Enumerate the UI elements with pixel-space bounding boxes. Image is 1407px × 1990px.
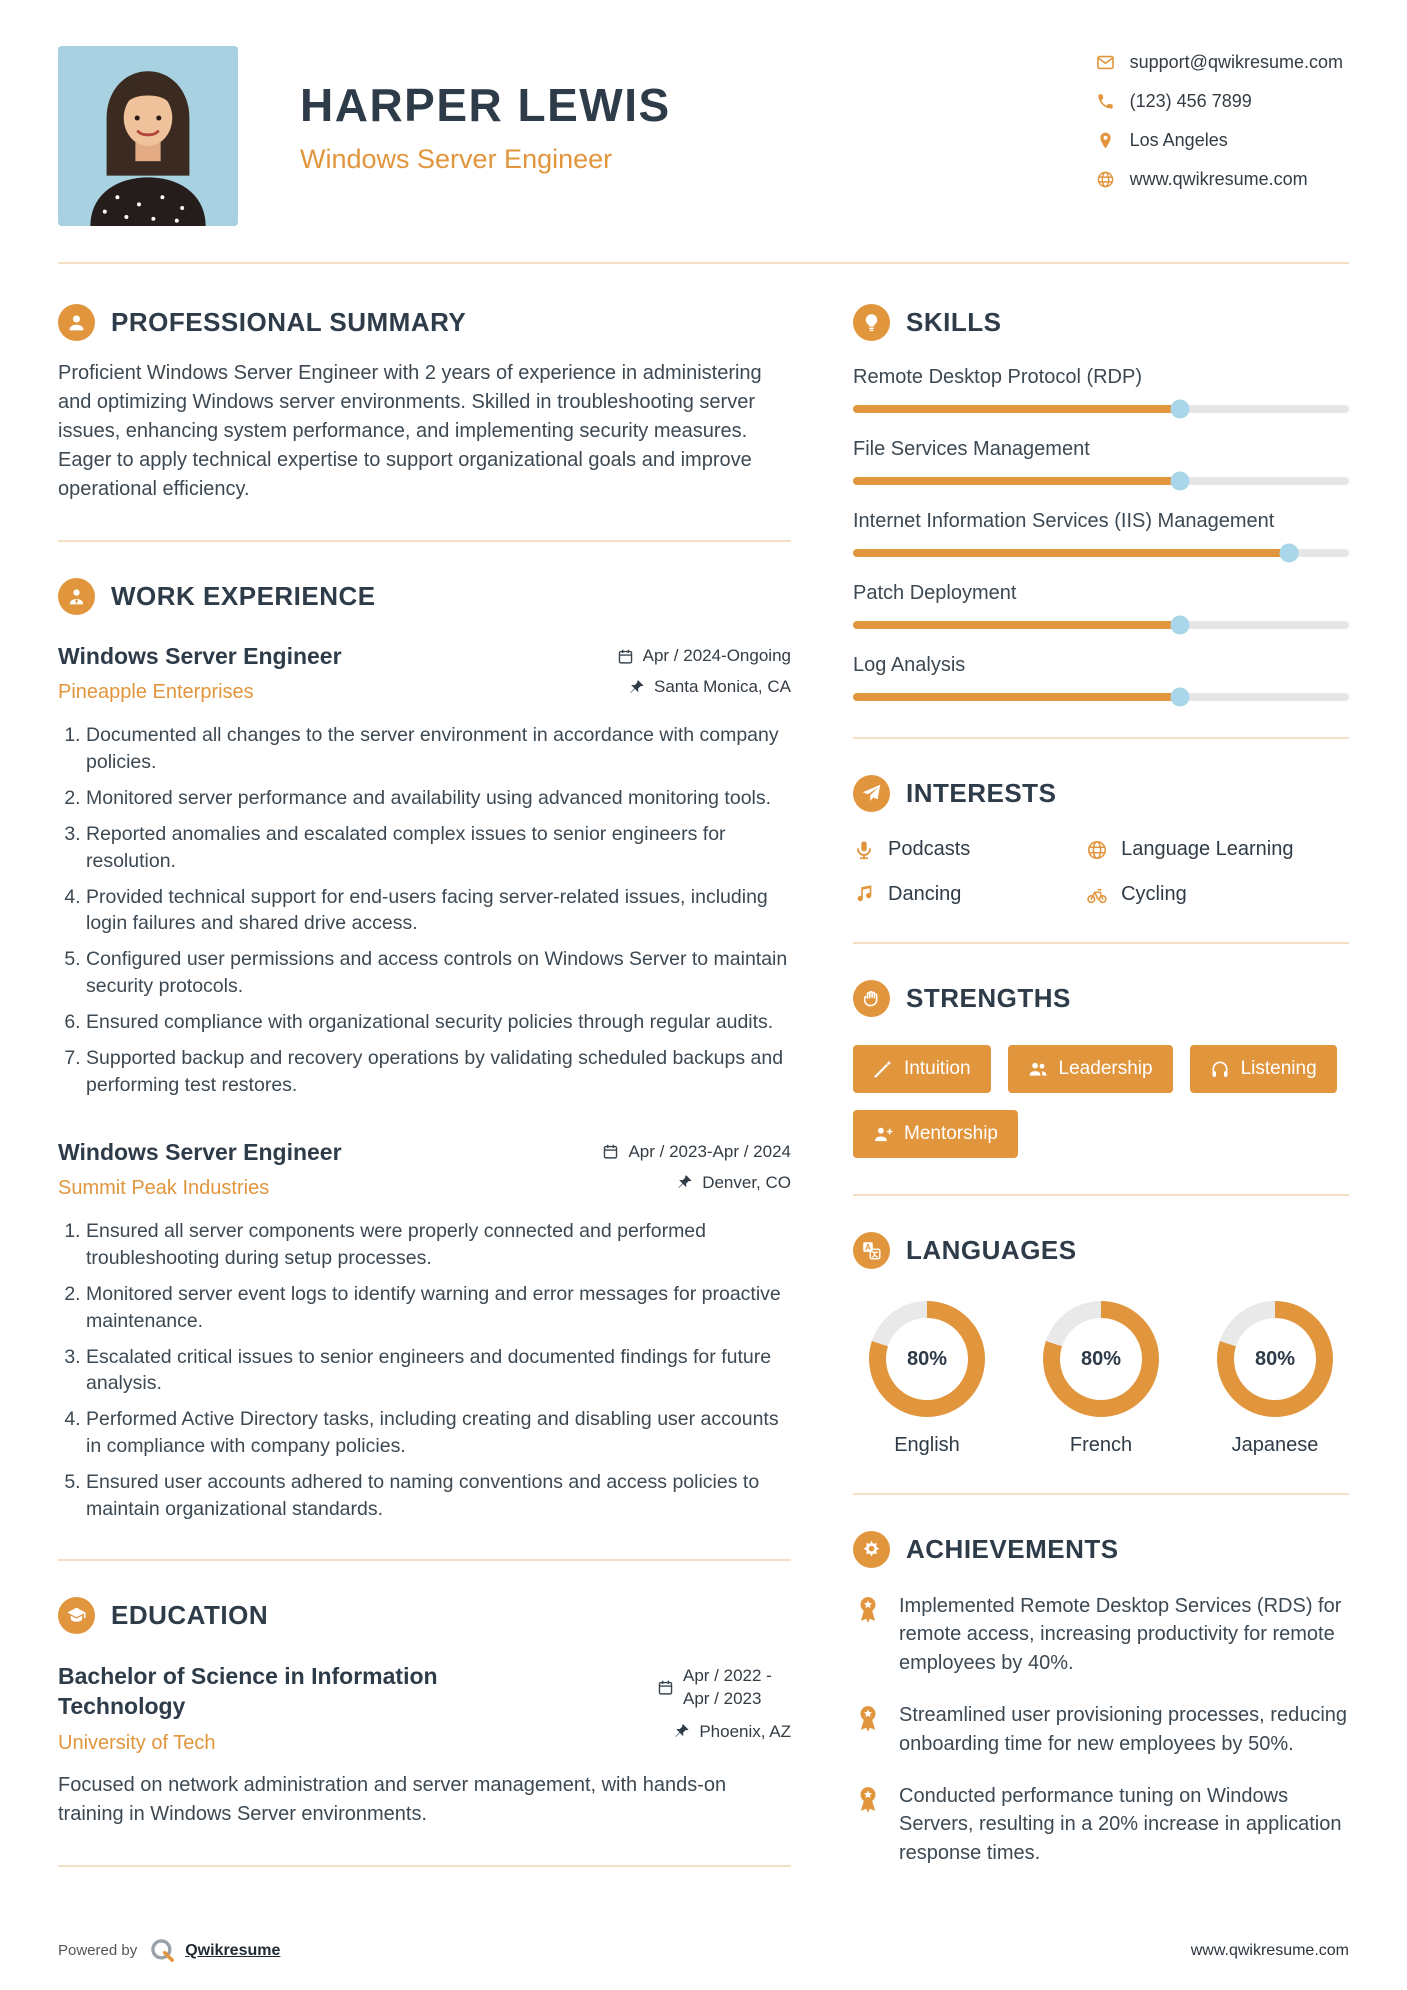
job-bullet: 5. Ensured user accounts adhered to naming conventions and access policies to maintain organizational standards. [86, 1469, 791, 1523]
experience-heading: WORK EXPERIENCE [111, 581, 376, 611]
phone-icon [1096, 92, 1115, 111]
interests-header [853, 775, 1349, 812]
job-bullet-list [58, 722, 791, 1099]
strength-chip [853, 1045, 991, 1093]
user-plus-icon [873, 1124, 893, 1144]
skill-slider-knob [1171, 400, 1190, 419]
skill-label: Log Analysis [853, 654, 966, 676]
lightbulb-icon [853, 304, 890, 341]
profile-photo-illustration [58, 46, 238, 226]
job-bullet: 7. Supported backup and recovery operations by validating scheduled backups and performing test restores. [86, 1045, 791, 1099]
person-icon [58, 304, 95, 341]
section-professional-summary [58, 304, 791, 504]
education-description: Focused on network administration and server management, with hands-on training in Windows Server environments. [58, 1773, 727, 1825]
job-location-row [628, 677, 791, 697]
skill-item [853, 582, 1349, 629]
achievement-text: Implemented Remote Desktop Services (RDS) for remote access, increasing productivity for remote employees by 40%. [899, 1595, 1342, 1674]
job-title: Windows Server Engineer [58, 1138, 342, 1165]
language-item [857, 1301, 997, 1457]
candidate-name: HARPER LEWIS [300, 79, 671, 131]
interests-grid [853, 838, 1349, 906]
medal-icon [853, 1531, 890, 1568]
calendar-icon [657, 1679, 674, 1696]
skill-slider-fill [853, 405, 1180, 413]
job-header [58, 1139, 791, 1200]
languages-heading: LANGUAGES [906, 1235, 1077, 1265]
fist-icon [853, 980, 890, 1017]
language-donut-chart [869, 1301, 985, 1417]
headphones-icon [1210, 1059, 1230, 1079]
music-note-icon [853, 884, 875, 906]
summary-text: Proficient Windows Server Engineer with 2 years of experience in administering and optimizing Windows server environments. Skilled in troubleshooting server issues, enhancing system performance, and implementing security measures. Eager to apply technical expertise to support organizational goals and improve operational efficiency. [58, 362, 762, 500]
job-bullet: 1. Ensured all server components were properly connected and performed troubleshooting during setup processes. [86, 1218, 791, 1272]
education-school: University of Tech [58, 1731, 216, 1754]
job-title-block [58, 1139, 342, 1200]
languages-list [853, 1301, 1349, 1457]
section-divider [58, 540, 791, 542]
pushpin-icon [676, 1174, 693, 1191]
skill-slider-fill [853, 693, 1180, 701]
skill-slider [853, 621, 1349, 629]
skill-slider [853, 405, 1349, 413]
job-date: Apr / 2023-Apr / 2024 [628, 1141, 791, 1161]
section-divider [853, 737, 1349, 739]
location-icon [1096, 131, 1115, 150]
candidate-title: Windows Server Engineer [300, 144, 613, 174]
job-date: Apr / 2024-Ongoing [642, 646, 791, 665]
svg-text:A: A [865, 1243, 871, 1253]
job-meta [602, 1139, 791, 1193]
strength-label: Intuition [904, 1058, 971, 1079]
contact-phone-value: (123) 456 7899 [1129, 91, 1252, 111]
skill-slider-fill [853, 477, 1180, 485]
education-header [58, 1597, 791, 1634]
interests-heading: INTERESTS [906, 778, 1057, 808]
email-icon [1096, 53, 1115, 72]
language-label: French [1069, 1434, 1133, 1456]
award-ribbon-icon [853, 1701, 884, 1738]
section-divider [853, 1493, 1349, 1495]
pushpin-icon [628, 679, 645, 696]
strength-label: Listening [1240, 1058, 1317, 1079]
section-skills [853, 304, 1349, 701]
skill-item [853, 438, 1349, 485]
strength-chip [853, 1110, 1018, 1158]
job-location-row [676, 1173, 791, 1193]
experience-header [58, 578, 791, 615]
contact-website-value[interactable]: www.qwikresume.com [1129, 169, 1308, 189]
interest-label: Dancing [888, 883, 962, 905]
skills-heading: SKILLS [906, 307, 1002, 337]
section-education [58, 1597, 791, 1829]
translate-icon [853, 1232, 890, 1269]
section-interests [853, 775, 1349, 906]
achievement-text: Streamlined user provisioning processes, reducing onboarding time for new employees by 50%. [899, 1704, 1348, 1755]
identity-block [300, 78, 671, 175]
achievement-item [853, 1592, 1349, 1677]
interest-label: Podcasts [888, 838, 971, 860]
language-percent: 80% [1060, 1318, 1142, 1400]
profile-photo [58, 46, 238, 226]
job-bullet: 3. Escalated critical issues to senior engineers and documented findings for future analysis. [86, 1344, 791, 1398]
contact-phone [1096, 91, 1343, 112]
qwikresume-logo-icon [149, 1937, 176, 1964]
job-location: Santa Monica, CA [653, 677, 791, 696]
language-item [1031, 1301, 1171, 1457]
job-bullet: 4. Provided technical support for end-users facing server-related issues, including login failures and shared drive access. [86, 884, 791, 938]
job-header [58, 643, 791, 704]
language-item [1205, 1301, 1345, 1457]
skill-slider-knob [1171, 688, 1190, 707]
bicycle-icon [1086, 884, 1108, 906]
contact-email-value[interactable]: support@qwikresume.com [1129, 52, 1343, 72]
job-company: Summit Peak Industries [58, 1176, 270, 1199]
skill-label: Remote Desktop Protocol (RDP) [853, 366, 1142, 388]
education-heading: EDUCATION [111, 1599, 269, 1630]
microphone-icon [853, 839, 875, 861]
contact-block [1096, 52, 1343, 190]
globe-icon [1096, 170, 1115, 189]
skill-item [853, 366, 1349, 413]
language-label: English [894, 1434, 960, 1456]
globe-icon [1086, 839, 1108, 861]
skill-slider-fill [853, 621, 1180, 629]
job-company: Pineapple Enterprises [58, 681, 254, 703]
language-label: Japanese [1231, 1434, 1319, 1456]
skill-item [853, 510, 1349, 557]
left-column [58, 304, 791, 1903]
contact-email [1096, 52, 1343, 73]
skill-slider-knob [1171, 472, 1190, 491]
section-strengths [853, 980, 1349, 1158]
skill-label: Patch Deployment [853, 582, 1017, 604]
language-percent: 80% [1234, 1318, 1316, 1400]
job-entry [58, 1139, 791, 1523]
award-ribbon-icon [853, 1782, 884, 1819]
strengths-heading: STRENGTHS [906, 983, 1071, 1013]
section-divider [853, 1194, 1349, 1196]
skill-item [853, 654, 1349, 701]
award-ribbon-icon [853, 1592, 884, 1629]
job-meta [617, 643, 791, 697]
job-entry [58, 643, 791, 1099]
summary-header [58, 304, 791, 341]
job-bullet: 4. Performed Active Directory tasks, including creating and disabling user accounts in compliance with company policies. [86, 1406, 791, 1460]
footer-website[interactable]: www.qwikresume.com [1190, 1941, 1349, 1959]
skill-slider [853, 549, 1349, 557]
qwikresume-link[interactable]: Qwikresume [185, 1941, 281, 1959]
skill-label: File Services Management [853, 438, 1090, 460]
interest-item [853, 838, 1086, 861]
job-bullet: 5. Configured user permissions and access controls on Windows Server to maintain security protocols. [86, 946, 791, 1000]
achievements-header [853, 1531, 1349, 1568]
main-columns [58, 304, 1349, 1903]
strength-chip [1190, 1045, 1337, 1093]
education-entry [58, 1662, 791, 1829]
summary-heading: PROFESSIONAL SUMMARY [111, 307, 467, 337]
achievement-text: Conducted performance tuning on Windows Servers, resulting in a 20% increase in application response times. [899, 1784, 1342, 1864]
pushpin-icon [673, 1723, 690, 1740]
strength-label: Mentorship [904, 1123, 998, 1144]
interest-item [1086, 883, 1349, 906]
skill-slider-knob [1280, 544, 1299, 563]
skill-label: Internet Information Services (IIS) Management [853, 510, 1275, 532]
paper-plane-icon [853, 775, 890, 812]
section-languages [853, 1232, 1349, 1457]
job-location: Denver, CO [702, 1172, 791, 1192]
strengths-list [853, 1045, 1349, 1158]
right-column [853, 304, 1349, 1867]
skill-slider-knob [1171, 616, 1190, 635]
languages-header [853, 1232, 1349, 1269]
header [58, 46, 1349, 226]
language-donut-chart [1217, 1301, 1333, 1417]
header-divider [58, 262, 1349, 264]
education-location-row [673, 1722, 791, 1742]
interest-item [1086, 838, 1349, 861]
education-degree: Bachelor of Science in Information Technology [58, 1662, 438, 1719]
section-divider [853, 942, 1349, 944]
section-achievements [853, 1531, 1349, 1867]
education-date-row [657, 1665, 791, 1711]
strengths-header [853, 980, 1349, 1017]
contact-location-value: Los Angeles [1129, 130, 1228, 150]
job-bullet: 2. Monitored server event logs to identify warning and error messages for proactive maintenance. [86, 1281, 791, 1335]
calendar-icon [602, 1143, 619, 1160]
job-bullet: 3. Reported anomalies and escalated complex issues to senior engineers for resolution. [86, 821, 791, 875]
job-bullet: 6. Ensured compliance with organizational security policies through regular audits. [86, 1009, 791, 1036]
skill-slider [853, 477, 1349, 485]
powered-by-label: Powered by [58, 1942, 138, 1959]
contact-location [1096, 130, 1343, 151]
wand-icon [873, 1059, 893, 1079]
language-donut-chart [1043, 1301, 1159, 1417]
education-top [58, 1662, 791, 1755]
education-location: Phoenix, AZ [699, 1721, 791, 1741]
job-date-row [617, 646, 791, 666]
achievement-item [853, 1701, 1349, 1758]
strength-label: Leadership [1058, 1058, 1153, 1079]
skill-slider-fill [853, 549, 1289, 557]
job-bullet: 2. Monitored server performance and availability using advanced monitoring tools. [86, 785, 791, 812]
education-meta [657, 1662, 791, 1742]
interest-item [853, 883, 1086, 906]
job-date-row [602, 1142, 791, 1162]
achievement-item [853, 1782, 1349, 1867]
job-bullet-list [58, 1218, 791, 1523]
job-title-block [58, 643, 342, 704]
contact-website [1096, 169, 1343, 190]
education-date: Apr / 2022 - Apr / 2023 [683, 1665, 772, 1708]
achievements-heading: ACHIEVEMENTS [906, 1534, 1119, 1564]
graduation-cap-icon [58, 1597, 95, 1634]
section-divider [58, 1559, 791, 1561]
interest-label: Language Learning [1121, 838, 1294, 860]
job-bullet: 1. Documented all changes to the server environment in accordance with company policies. [86, 722, 791, 776]
footer [58, 1919, 1349, 1964]
strength-chip [1008, 1045, 1173, 1093]
skill-slider [853, 693, 1349, 701]
interest-label: Cycling [1121, 883, 1187, 905]
skills-header [853, 304, 1349, 341]
worker-icon [58, 578, 95, 615]
people-icon [1028, 1059, 1048, 1079]
job-title: Windows Server Engineer [58, 643, 342, 669]
language-percent: 80% [886, 1318, 968, 1400]
education-title-block [58, 1662, 498, 1755]
section-work-experience [58, 578, 791, 1523]
section-divider [58, 1865, 791, 1867]
calendar-icon [617, 648, 634, 665]
